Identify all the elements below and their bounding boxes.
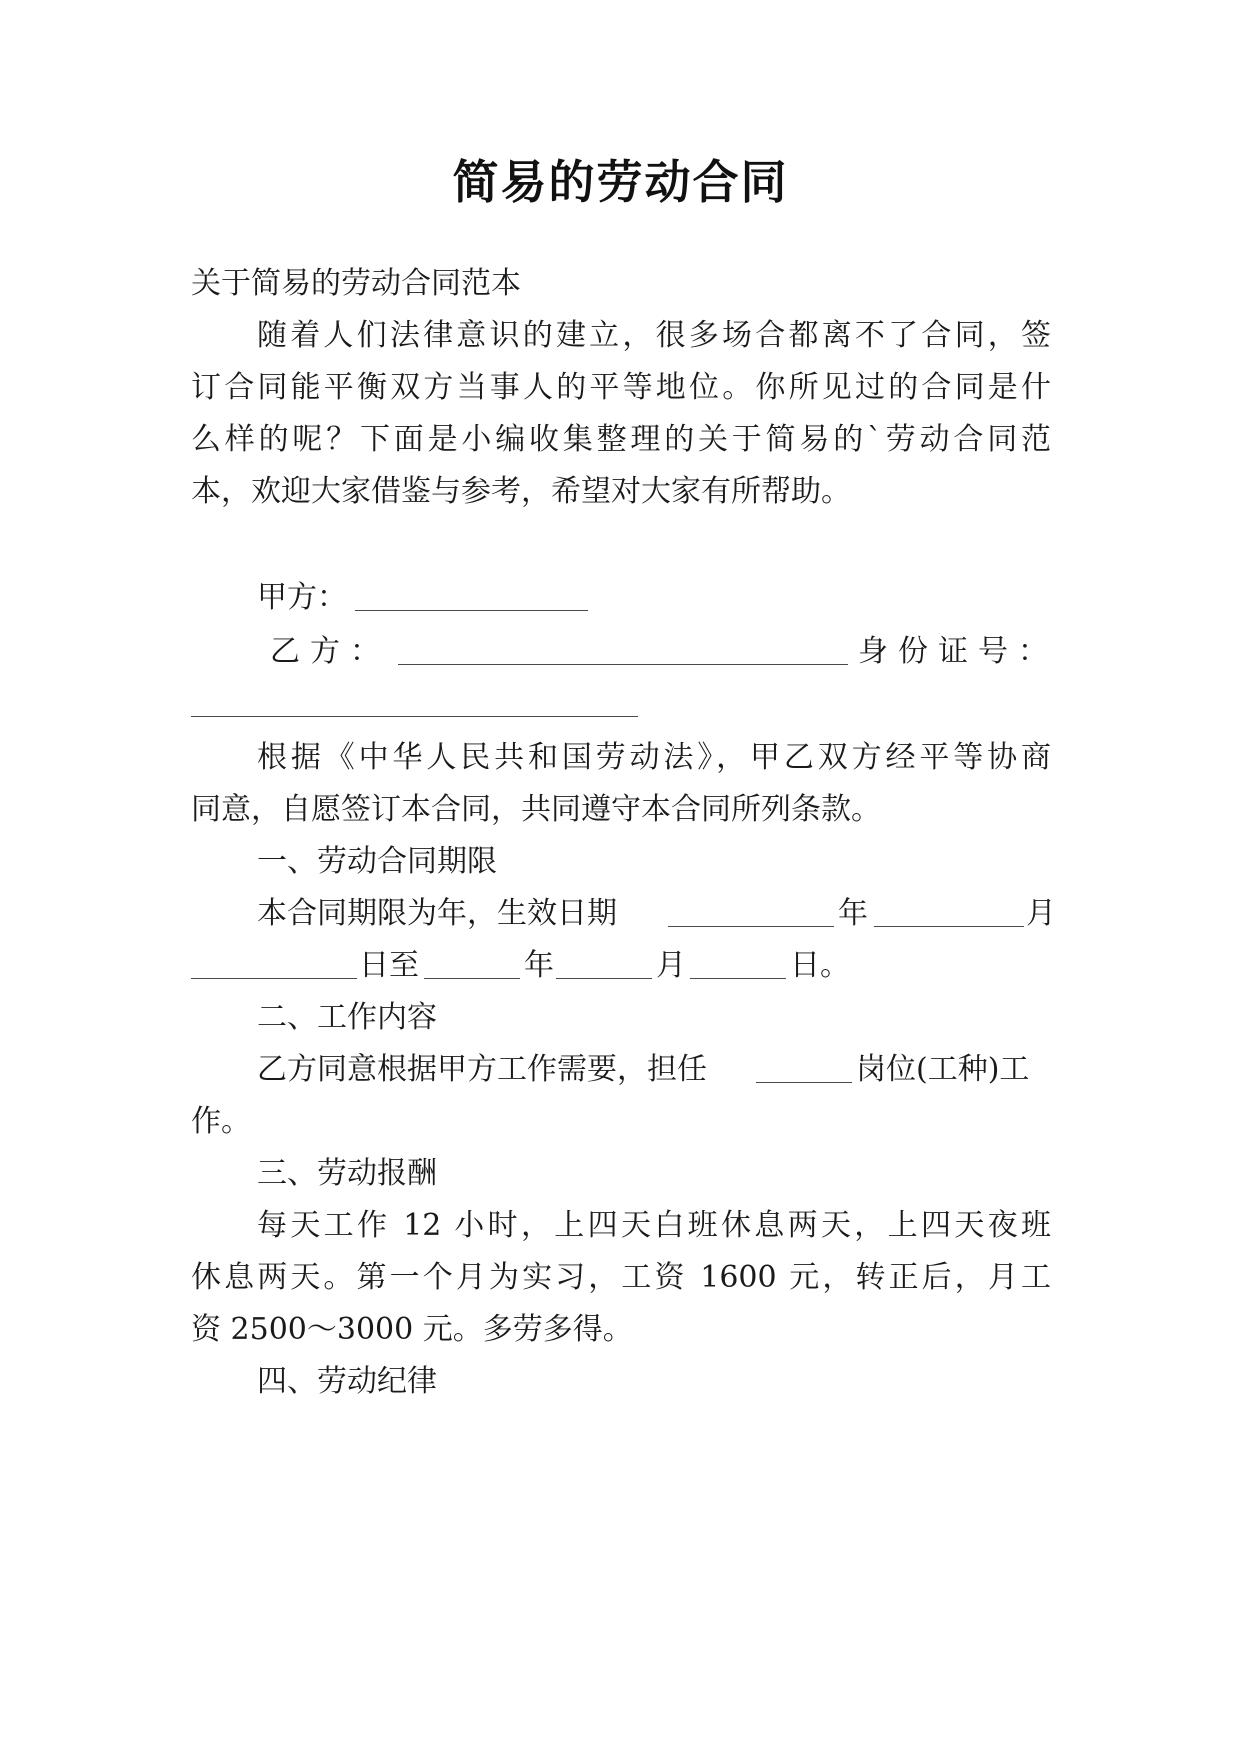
term-year2-label: 年 bbox=[524, 948, 554, 983]
id-number-label: 身份证号： bbox=[858, 634, 1058, 669]
section-4-heading: 四、劳动纪律 bbox=[257, 1364, 437, 1399]
pay-line-2: 休息两天。第一个月为实习，工资 1600 元，转正后，月工 bbox=[191, 1260, 1051, 1295]
term-month-label: 月 bbox=[1026, 896, 1056, 931]
start-day-blank bbox=[191, 978, 357, 979]
end-year-blank bbox=[424, 978, 520, 979]
basis-line-1: 根据《中华人民共和国劳动法》，甲乙双方经平等协商 bbox=[257, 740, 1051, 775]
work-prefix: 乙方同意根据甲方工作需要，担任 bbox=[257, 1052, 707, 1087]
intro-line-3: 么样的呢？下面是小编收集整理的关于简易的`劳动合同范 bbox=[191, 422, 1051, 457]
term-month2-label: 月 bbox=[656, 948, 686, 983]
id-number-blank bbox=[191, 716, 638, 717]
work-line-2: 作。 bbox=[191, 1104, 251, 1139]
end-day-blank bbox=[690, 978, 786, 979]
term-day-end-label: 日。 bbox=[790, 948, 850, 983]
section-3-heading: 三、劳动报酬 bbox=[257, 1156, 437, 1191]
section-1-heading: 一、劳动合同期限 bbox=[257, 844, 497, 879]
end-month-blank bbox=[556, 978, 652, 979]
party-b-label: 乙方： bbox=[270, 634, 390, 669]
party-a-blank bbox=[355, 610, 588, 611]
party-b-blank bbox=[398, 664, 848, 665]
document-title: 简易的劳动合同 bbox=[452, 155, 789, 209]
intro-line-2: 订合同能平衡双方当事人的平等地位。你所见过的合同是什 bbox=[191, 370, 1051, 405]
basis-line-2: 同意，自愿签订本合同，共同遵守本合同所列条款。 bbox=[191, 792, 881, 827]
section-2-heading: 二、工作内容 bbox=[257, 1000, 437, 1035]
term-day-to-label: 日至 bbox=[359, 948, 419, 983]
pay-line-1: 每天工作 12 小时，上四天白班休息两天，上四天夜班 bbox=[257, 1208, 1051, 1243]
intro-line-1: 随着人们法律意识的建立，很多场合都离不了合同，签 bbox=[257, 318, 1051, 353]
term-year-label: 年 bbox=[838, 896, 868, 931]
work-suffix: 岗位(工种)工 bbox=[856, 1052, 1030, 1087]
start-year-blank bbox=[668, 926, 834, 927]
party-a-label: 甲方： bbox=[257, 580, 347, 615]
pay-line-3: 资 2500～3000 元。多劳多得。 bbox=[191, 1312, 633, 1347]
start-month-blank bbox=[874, 926, 1024, 927]
document-subtitle: 关于简易的劳动合同范本 bbox=[191, 266, 521, 301]
term-prefix: 本合同期限为年，生效日期 bbox=[257, 896, 617, 931]
intro-line-4: 本，欢迎大家借鉴与参考，希望对大家有所帮助。 bbox=[191, 474, 851, 509]
position-blank bbox=[756, 1082, 852, 1083]
